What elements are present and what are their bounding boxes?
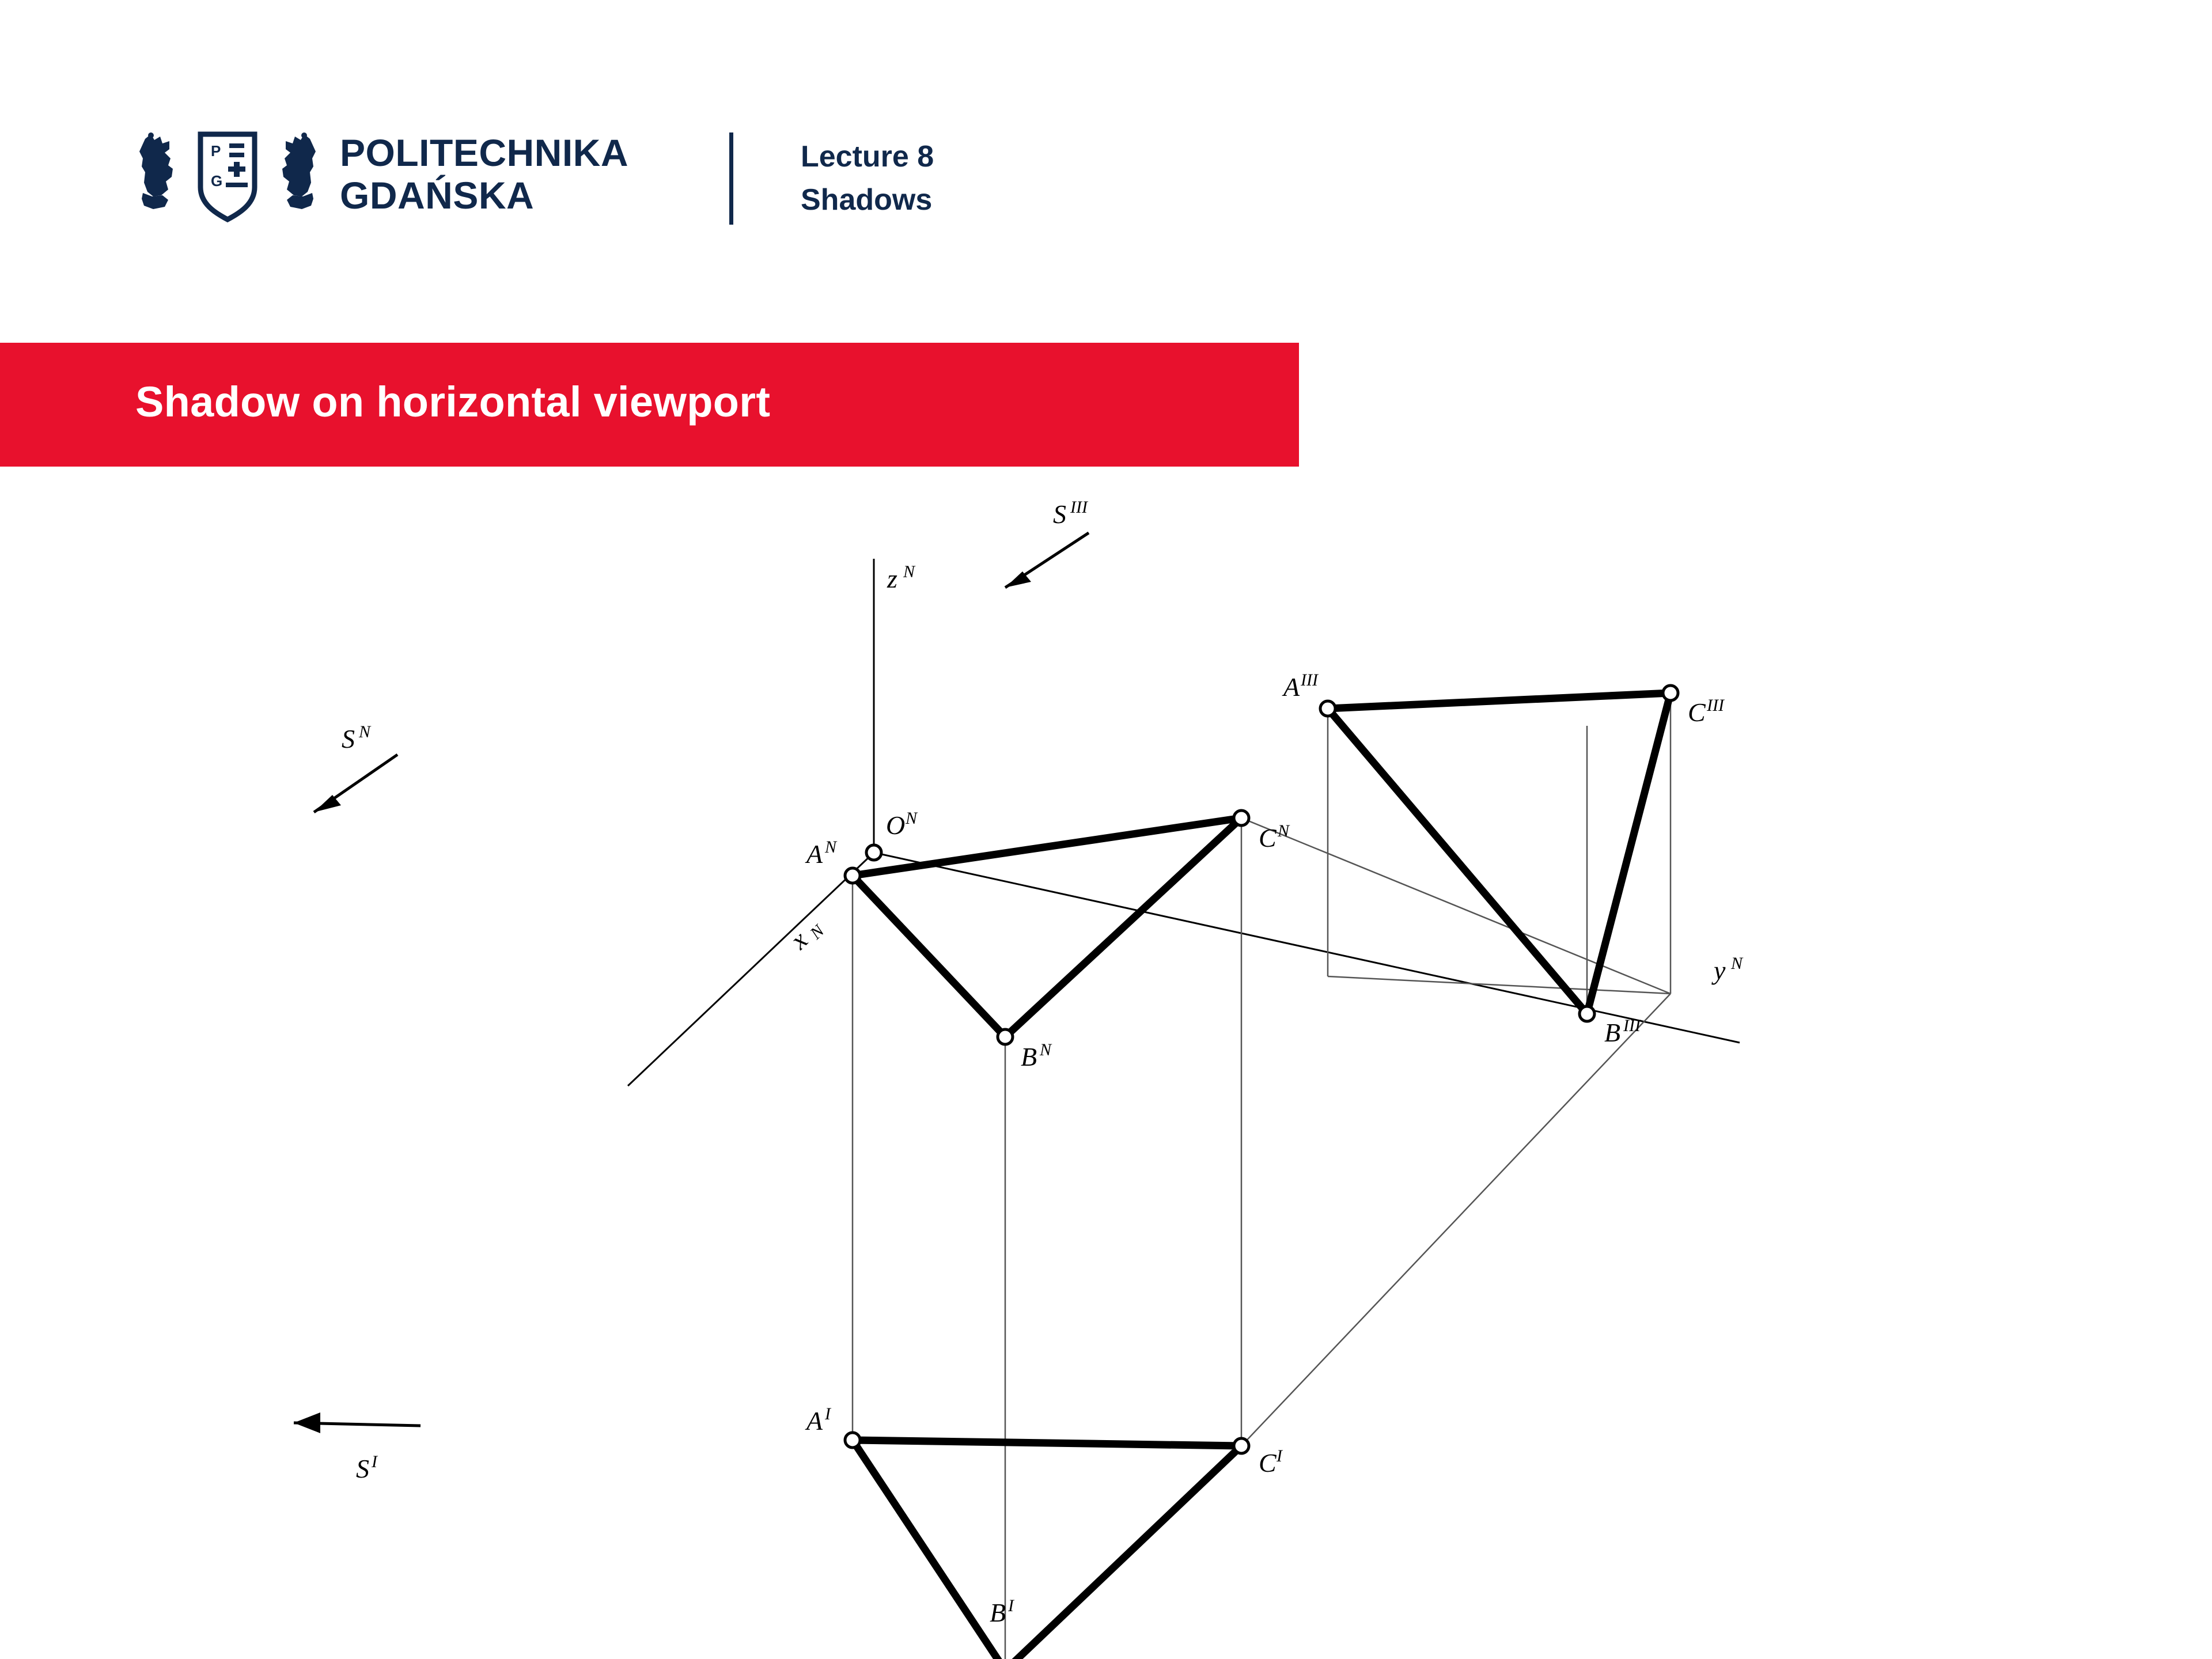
university-name — [340, 132, 628, 217]
svg-text:P: P — [211, 142, 221, 160]
front-view-triangle — [845, 810, 1249, 1044]
origin-label: O — [886, 810, 906, 840]
label-s-n-sup: N — [359, 722, 371, 741]
light-arrow-s-first — [294, 1412, 421, 1433]
label-a-n-sup: N — [825, 838, 837, 857]
label-c-n: C — [1259, 823, 1277, 853]
label-b-n-sup: N — [1040, 1040, 1052, 1059]
lecture-topic: Shadows — [801, 183, 933, 217]
label-c-first-sup: I — [1277, 1446, 1282, 1465]
label-c-n-sup: N — [1278, 821, 1290, 840]
axis-label-z-sup: N — [903, 562, 915, 581]
axis-label-y-sup: N — [1731, 954, 1743, 973]
lecture-info — [801, 135, 934, 222]
axis-label-x-sup: N — [806, 921, 828, 944]
label-c-third: C — [1688, 698, 1706, 727]
label-a-third: A — [1283, 672, 1300, 702]
side-view-triangle — [1320, 685, 1678, 1021]
label-b-first: B — [990, 1598, 1006, 1627]
descriptive-geometry-diagram — [0, 472, 2212, 1659]
label-b-first-sup: I — [1008, 1596, 1014, 1615]
axis-label-z: z — [887, 564, 897, 593]
label-s-first: S — [356, 1454, 369, 1483]
label-a-n: A — [806, 839, 823, 869]
axis-label-x: x — [784, 925, 813, 955]
label-s-third: S — [1053, 499, 1066, 529]
lecture-number: Lecture 8 — [801, 140, 934, 173]
origin-point — [866, 845, 881, 860]
axis-label-y: y — [1714, 956, 1726, 985]
label-a-first-sup: I — [825, 1404, 831, 1423]
origin-label-sup: N — [906, 809, 918, 828]
label-s-third-sup: III — [1070, 498, 1088, 517]
shadow-triangle — [845, 1433, 1249, 1659]
light-arrow-s-third — [1005, 533, 1089, 588]
label-s-first-sup: I — [372, 1452, 377, 1471]
svg-text:G: G — [211, 172, 223, 190]
slide-header — [0, 0, 2212, 323]
axis-lines — [628, 559, 1740, 1086]
label-s-n: S — [342, 724, 355, 753]
diagram-labels — [342, 498, 1744, 1627]
label-a-third-sup: III — [1301, 671, 1318, 690]
label-b-third-sup: III — [1623, 1016, 1641, 1035]
politechnika-gdanska-crest-icon — [138, 124, 317, 225]
light-arrow-s-n — [314, 755, 397, 812]
university-name-line1: POLITECHNIKA — [340, 131, 628, 174]
label-c-first: C — [1259, 1448, 1277, 1478]
label-c-third-sup: III — [1707, 696, 1724, 715]
header-divider — [729, 132, 733, 225]
university-name-line2: GDAŃSKA — [340, 173, 535, 217]
label-b-third: B — [1604, 1018, 1621, 1047]
label-a-first: A — [806, 1406, 823, 1435]
label-b-n: B — [1021, 1042, 1037, 1071]
university-logo-block — [138, 124, 628, 225]
page-title: Shadow on horizontal viewport — [135, 378, 771, 426]
